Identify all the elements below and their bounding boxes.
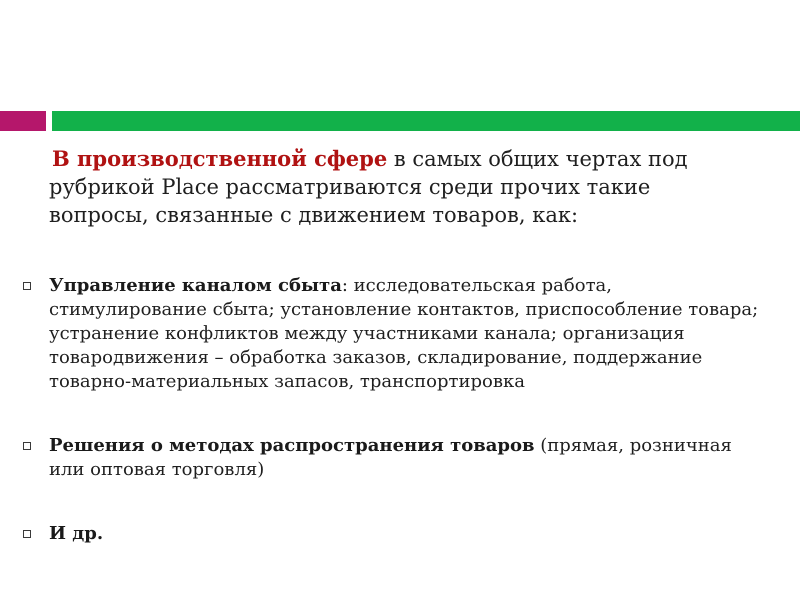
intro-paragraph (49, 145, 749, 229)
accent-bar-magenta (0, 111, 46, 131)
accent-bar-green (52, 111, 800, 131)
square-bullet-icon (23, 442, 31, 450)
square-bullet-icon (23, 282, 31, 290)
list-item-bold: Решения о методах распространения товаров (49, 435, 535, 456)
list-item-bold: И др. (49, 523, 104, 544)
intro-highlight: В производственной сфере (52, 146, 388, 171)
list-item-rest: (прямая, розничная или оптовая торговля) (49, 435, 732, 480)
list-item-text (49, 434, 769, 482)
list-item-bold: Управление каналом сбыта (49, 275, 342, 296)
square-bullet-icon (23, 530, 31, 538)
list-item-rest: : исследовательская работа, стимулирование сбыта; установление контактов, приспособление товара; устранение конфликтов между участниками канала; организация товародвижения – обработка заказов, складирование, поддержание товарно-материальных запасов, транспортировка (49, 275, 759, 392)
intro-text: в самых общих чертах под рубрикой Place рассматриваются среди прочих такие вопросы, связанные с движением товаров, как: (49, 147, 688, 227)
list-item-text (49, 522, 769, 546)
list-item-text (49, 274, 769, 394)
